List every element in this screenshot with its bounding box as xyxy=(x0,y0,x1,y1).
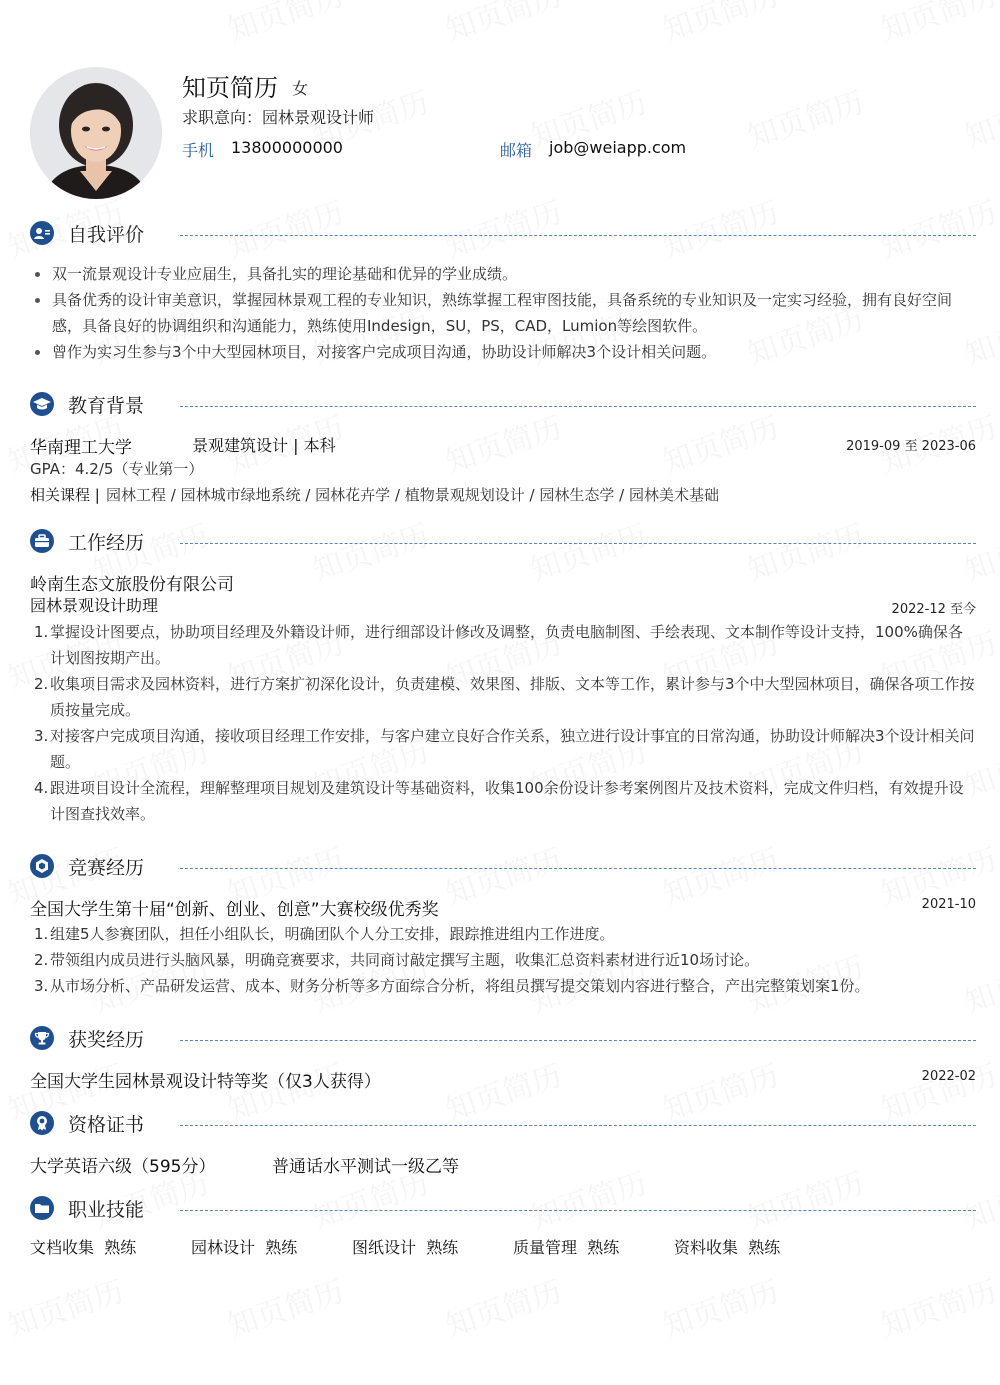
company-name: 岭南生态文旅股份有限公司 xyxy=(30,575,234,595)
list-item: 曾作为实习生参与3个中大型园林项目，对接客户完成项目沟通，协助设计师解决3个设计相关问题。 xyxy=(30,339,976,365)
competition-name: 全国大学生第十届“创新、创业、创意”大赛校级优秀奖 xyxy=(30,900,439,920)
list-item: 1. 组建5人参赛团队，担任小组队长，明确团队个人分工安排，跟踪推进组内工作进度。 xyxy=(34,925,615,943)
trophy-icon xyxy=(30,1026,54,1050)
section-header-self-eval xyxy=(30,218,976,248)
section-title: 工作经历 xyxy=(68,532,145,554)
folder-icon xyxy=(30,1196,54,1220)
avatar xyxy=(30,67,162,199)
skill-item: 园林设计 熟练 xyxy=(191,1238,298,1257)
skill-item: 文档收集 熟练 xyxy=(30,1238,137,1257)
job-role: 园林景观设计助理 xyxy=(30,596,159,615)
skill-item: 质量管理 熟练 xyxy=(513,1238,620,1257)
work-list xyxy=(30,619,976,827)
competition-date: 2021-10 xyxy=(921,897,976,912)
skill-item: 图纸设计 熟练 xyxy=(352,1238,459,1257)
list-item: 2. 带领组内成员进行头脑风暴，明确竞赛要求，共同商讨敲定撰写主题，收集汇总资料素材进行近10场讨论。 xyxy=(34,951,760,969)
section-title: 教育背景 xyxy=(68,395,145,417)
skill-item: 资料收集 熟练 xyxy=(674,1238,781,1257)
list-item: 具备优秀的设计审美意识，掌握园林景观工程的专业知识，熟练掌握工程审图技能，具备系统的专业知识及一定实习经验，拥有良好空间感，具备良好的协调组织和沟通能力，熟练使用Indesign，SU，PS，CAD，Lumion等绘图软件。 xyxy=(30,287,976,339)
section-title: 自我评价 xyxy=(68,224,145,246)
section-title: 获奖经历 xyxy=(68,1029,145,1051)
candidate-name: 知页简历 xyxy=(182,74,278,102)
graduation-cap-icon xyxy=(30,392,54,416)
section-header-awards xyxy=(30,1023,976,1053)
competition-list xyxy=(30,921,976,999)
user-card-icon xyxy=(30,221,54,245)
avatar-portrait xyxy=(30,67,162,199)
briefcase-icon xyxy=(30,529,54,553)
email-value: job@weiapp.com xyxy=(549,138,687,157)
section-divider xyxy=(180,868,976,869)
school-name: 华南理工大学 xyxy=(30,438,132,458)
list-item: 1. 掌握设计图要点，协助项目经理及外籍设计师，进行细部设计修改及调整，负责电脑制图、手绘表现、文本制作等设计支持，100%确保各计划图按期产出。 xyxy=(34,623,963,667)
ribbon-badge-icon xyxy=(30,1111,54,1135)
section-divider xyxy=(180,406,976,407)
phone-label: 手机 xyxy=(182,141,215,160)
section-title: 资格证书 xyxy=(68,1114,145,1136)
gpa: GPA：4.2/5（专业第一） xyxy=(30,460,204,478)
award-name: 全国大学生园林景观设计特等奖（仅3人获得） xyxy=(30,1072,381,1092)
phone-value: 13800000000 xyxy=(231,138,343,157)
education-date: 2019-09 至 2023-06 xyxy=(846,439,976,454)
certificate-item: 大学英语六级（595分） xyxy=(30,1157,216,1177)
major-degree: 景观建筑设计 | 本科 xyxy=(192,436,336,455)
section-header-work xyxy=(30,526,976,556)
section-divider xyxy=(180,235,976,236)
candidate-gender: 女 xyxy=(292,79,309,98)
section-header-certs xyxy=(30,1108,976,1138)
hexagon-badge-icon xyxy=(30,854,54,878)
list-item: 3. 对接客户完成项目沟通，接收项目经理工作安排，与客户建立良好合作关系，独立进行设计事宜的日常沟通，协助设计师解决3个设计相关问题。 xyxy=(34,727,975,771)
section-divider xyxy=(180,1125,976,1126)
section-header-education xyxy=(30,389,976,419)
section-divider xyxy=(180,1210,976,1211)
courses-list: 园林工程 / 园林城市绿地系统 / 园林花卉学 / 植物景观规划设计 / 园林生态学 / 园林美术基础 xyxy=(106,486,719,504)
section-title: 职业技能 xyxy=(68,1199,145,1221)
section-divider xyxy=(180,543,976,544)
section-header-skills xyxy=(30,1193,976,1223)
email-label: 邮箱 xyxy=(500,141,533,160)
work-date: 2022-12 至今 xyxy=(891,602,976,617)
list-item: 2. 收集项目需求及园林资料，进行方案扩初深化设计，负责建模、效果图、排版、文本等工作，累计参与3个中大型园林项目，确保各项工作按质按量完成。 xyxy=(34,675,975,719)
section-header-competition xyxy=(30,851,976,881)
section-divider xyxy=(180,1040,976,1041)
list-item: 3. 从市场分析、产品研发运营、成本、财务分析等多方面综合分析，将组员撰写提交策划内容进行整合，产出完整策划案1份。 xyxy=(34,977,870,995)
job-intent: 求职意向：园林景观设计师 xyxy=(182,108,375,127)
certificate-item: 普通话水平测试一级乙等 xyxy=(272,1157,459,1177)
courses-label: 相关课程 | xyxy=(30,486,100,504)
list-item: 4. 跟进项目设计全流程，理解整理项目规划及建筑设计等基础资料，收集100余份设计参考案例图片及技术资料，完成文件归档，有效提升设计图查找效率。 xyxy=(34,779,964,823)
self-eval-list xyxy=(30,261,976,365)
award-date: 2022-02 xyxy=(921,1069,976,1084)
section-title: 竞赛经历 xyxy=(68,857,145,879)
list-item: 双一流景观设计专业应届生，具备扎实的理论基础和优异的学业成绩。 xyxy=(30,261,976,287)
